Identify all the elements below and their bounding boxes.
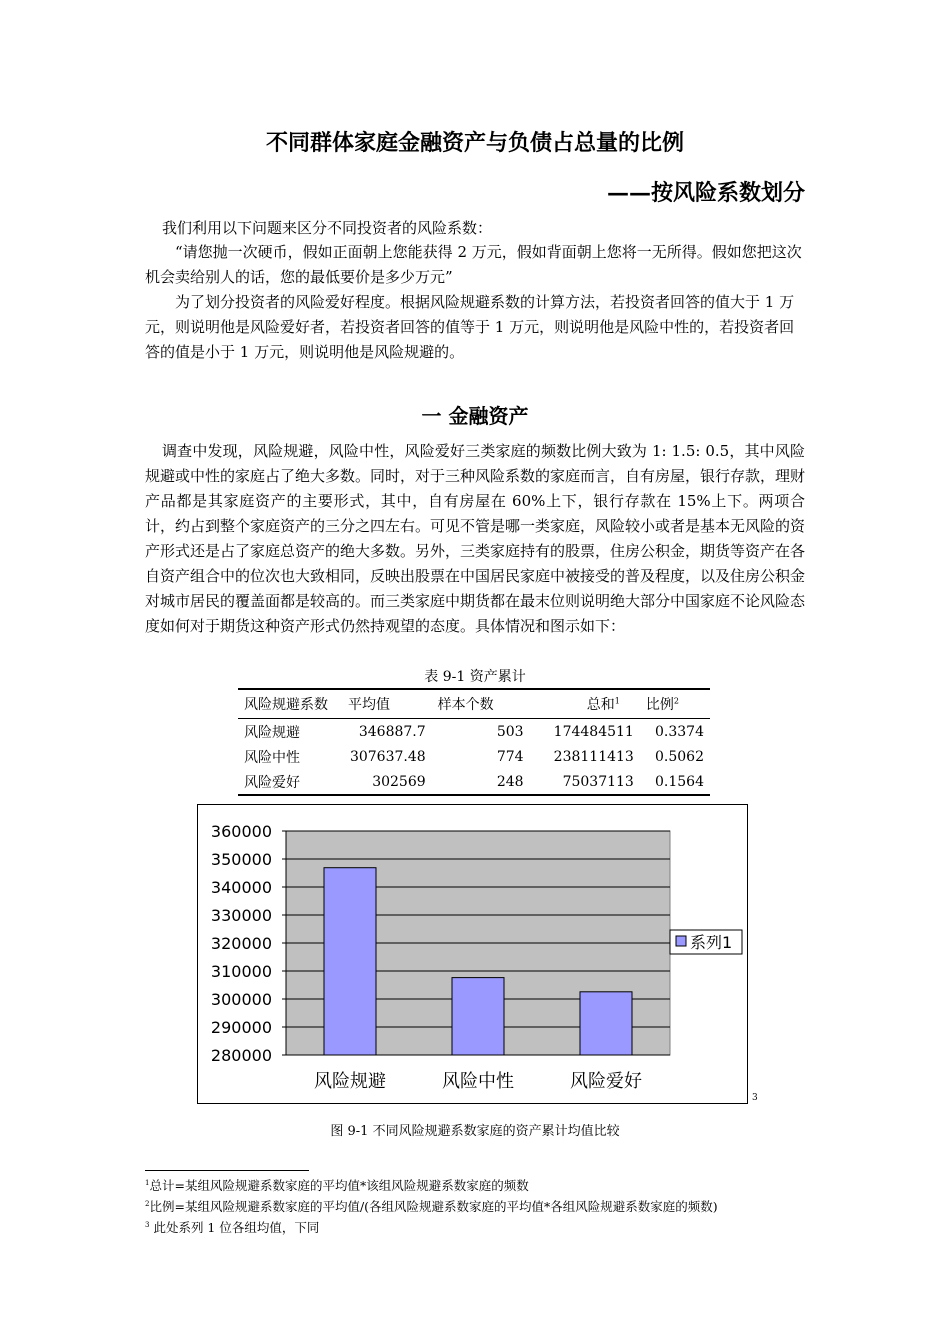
table-cell: 0.5062 bbox=[655, 748, 704, 765]
table-cell: 302569 bbox=[342, 769, 432, 795]
legend-label: 系列1 bbox=[690, 933, 733, 952]
footnotes bbox=[145, 1174, 825, 1237]
question-paragraph: “请您抛一次硬币，假如正面朝上您能获得 2 万元，假如背面朝上您将一无所得。假如您把这次机会卖给别人的话，您的最低要价是多少万元” bbox=[145, 243, 802, 286]
table-caption: 表 9-1 资产累计 bbox=[424, 669, 526, 685]
table-header-cell: 风险规避系数 bbox=[238, 689, 342, 719]
section-heading-financial-assets: 一 金融资产 bbox=[421, 404, 529, 428]
intro-paragraph: 我们利用以下问题来区分不同投资者的风险系数： bbox=[162, 219, 493, 237]
table-header-row bbox=[238, 689, 710, 719]
footnote-item: $^3$ 此处系列 1 位各组均值，下同 bbox=[145, 1220, 320, 1236]
bar bbox=[324, 868, 376, 1055]
bar-chart bbox=[197, 804, 748, 1104]
y-tick-label: 300000 bbox=[210, 990, 272, 1009]
asset-table bbox=[238, 688, 710, 796]
y-tick-label: 350000 bbox=[210, 850, 272, 869]
table-cell: 238111413 bbox=[553, 748, 634, 765]
footnote-divider bbox=[145, 1170, 309, 1171]
y-tick-label: 340000 bbox=[210, 878, 272, 897]
table-cell: 503 bbox=[496, 723, 524, 740]
table-cell: 75037113 bbox=[530, 769, 640, 795]
table-cell: 0.3374 bbox=[655, 723, 704, 740]
x-tick-label: 风险爱好 bbox=[570, 1071, 642, 1092]
table-cell: 风险中性 bbox=[244, 749, 300, 766]
table-cell: 346887.7 bbox=[358, 723, 426, 740]
findings-paragraph: 调查中发现，风险规避，风险中性，风险爱好三类家庭的频数比例大致为 1: 1.5: 0.5，其中风险规避或中性的家庭占了绝大多数。同时，对于三种风险系数的家庭而言，自有房屋，银行存款，理财产品都是其家庭资产的主要形式，其中，自有房屋在 60%上下，银行存款在 15%上下。两项合计，约占到整个家庭资产的三分之四左右。可见不管是哪一类家庭，风险较小或者是基本无风险的资产形式还是占了家庭总资产的绝大多数。另外，三类家庭持有的股票，住房公积金，期货等资产在各自资产组合中的位次也大致相同，反映出股票在中国居民家庭中被接受的普及程度，以及住房公积金对城市居民的覆盖面都是较高的。而三类家庭中期货都在最末位则说明绝大部分中国家庭不论风险态度如何对于期货这种资产形式仍然持观望的态度。具体情况和图示如下： bbox=[145, 442, 806, 635]
table-cell: 174484511 bbox=[553, 723, 634, 740]
table-header-cell: 样本个数 bbox=[432, 689, 530, 719]
y-tick-label: 360000 bbox=[210, 822, 272, 841]
table-cell: 风险规避 bbox=[244, 724, 300, 741]
y-tick-label: 310000 bbox=[210, 962, 272, 981]
table-header-cell: 总和$^1$ bbox=[530, 689, 640, 719]
bar-chart-svg bbox=[198, 805, 747, 1103]
footnote-ref: 2 bbox=[673, 696, 679, 706]
x-tick-label: 风险规避 bbox=[314, 1071, 386, 1092]
method-paragraph: 为了划分投资者的风险爱好程度。根据风险规避系数的计算方法，若投资者回答的值大于 1 万元，则说明他是风险爱好者，若投资者回答的值等于 1 万元，则说明他是风险中性的，若投资者回答的值是小于 1 万元，则说明他是风险规避的。 bbox=[145, 293, 795, 361]
footnote-item: $^2$比例=某组风险规避系数家庭的平均值/(各组风险规避系数家庭的平均值*各组风险规避系数家庭的频数) bbox=[145, 1199, 718, 1215]
figure-caption: 图 9-1 不同风险规避系数家庭的资产累计均值比较 bbox=[330, 1124, 620, 1139]
legend-swatch bbox=[676, 936, 686, 946]
table-row bbox=[238, 744, 710, 769]
x-tick-label: 风险中性 bbox=[442, 1071, 514, 1092]
y-tick-label: 330000 bbox=[210, 906, 272, 925]
table-header-cell: 比例$^2$ bbox=[640, 689, 710, 719]
table-row bbox=[238, 719, 710, 745]
y-tick-label: 280000 bbox=[210, 1046, 272, 1065]
footnote-item: $^1$总计=某组风险规避系数家庭的平均值*该组风险规避系数家庭的频数 bbox=[145, 1178, 529, 1194]
y-tick-label: 290000 bbox=[210, 1018, 272, 1037]
footnote-ref: 1 bbox=[614, 696, 620, 706]
table-row bbox=[238, 769, 710, 795]
document-title: 不同群体家庭金融资产与负债占总量的比例 bbox=[265, 130, 684, 156]
table-header-cell: 平均值 bbox=[342, 689, 432, 719]
table-cell: 248 bbox=[432, 769, 530, 795]
chart-footnote-mark: 3 bbox=[752, 1093, 758, 1103]
bar bbox=[580, 992, 632, 1055]
table-cell: 0.1564 bbox=[640, 769, 710, 795]
y-tick-label: 320000 bbox=[210, 934, 272, 953]
document-subtitle: ——按风险系数划分 bbox=[606, 180, 805, 206]
table-cell: 307637.48 bbox=[349, 748, 426, 765]
bar bbox=[452, 978, 504, 1055]
table-cell: 风险爱好 bbox=[238, 769, 342, 795]
table-cell: 774 bbox=[496, 748, 524, 765]
